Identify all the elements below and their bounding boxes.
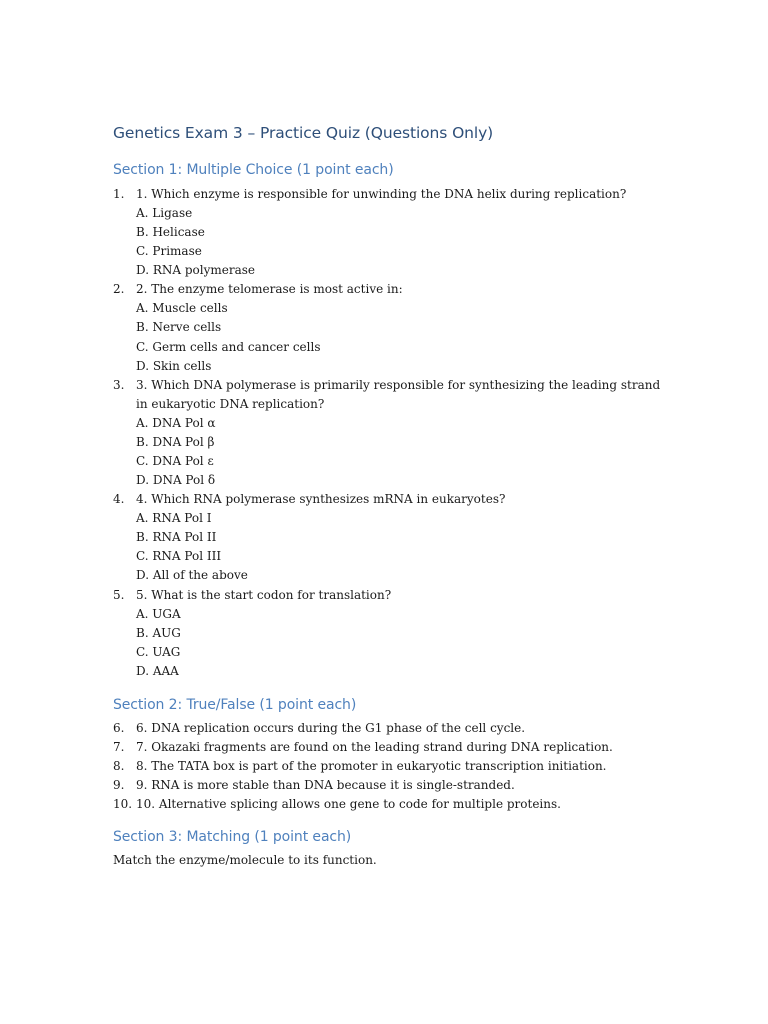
answer-option: B. Nerve cells: [136, 320, 222, 335]
answer-option: A. UGA: [136, 606, 181, 621]
answer-options: [0, 509, 768, 585]
answer-option: A. DNA Pol α: [136, 415, 216, 430]
answer-options: [0, 299, 768, 375]
multiple-choice-list: [0, 185, 768, 681]
answer-option: B. Helicase: [136, 225, 205, 240]
question-text: 8. The TATA box is part of the promoter in eukaryotic transcription initiation.: [136, 759, 607, 773]
answer-option: C. Germ cells and cancer cells: [136, 339, 321, 354]
answer-option: C. RNA Pol III: [136, 549, 222, 564]
question-text: 5. What is the start codon for translation?: [136, 587, 392, 602]
question-text: 4. Which RNA polymerase synthesizes mRNA in eukaryotes?: [136, 492, 506, 507]
section-2-heading: Section 2: True/False (1 point each): [113, 697, 357, 713]
answer-option: A. Muscle cells: [136, 301, 228, 316]
question-text: 1. Which enzyme is responsible for unwinding the DNA helix during replication?: [136, 187, 627, 201]
answer-option: A. RNA Pol I: [136, 511, 212, 526]
question-10: [0, 795, 768, 814]
answer-options: [0, 414, 768, 490]
question-number: 9.: [113, 778, 125, 792]
question-number: 1.: [113, 187, 125, 201]
answer-option: D. RNA polymerase: [136, 263, 255, 278]
answer-option: B. RNA Pol II: [136, 530, 217, 545]
question-number: 4.: [113, 492, 125, 507]
question-2: [0, 280, 768, 375]
answer-option: D. Skin cells: [136, 358, 212, 373]
question-6: [0, 719, 768, 738]
question-text: 9. RNA is more stable than DNA because it is single-stranded.: [136, 778, 515, 792]
answer-option: B. DNA Pol β: [136, 434, 215, 449]
answer-option: D. AAA: [136, 663, 179, 678]
answer-options: [0, 605, 768, 681]
answer-option: A. Ligase: [136, 206, 193, 220]
answer-option: B. AUG: [136, 625, 181, 640]
question-number: 10.: [113, 797, 133, 811]
answer-option: C. DNA Pol ε: [136, 453, 214, 468]
question-text: 2. The enzyme telomerase is most active in:: [136, 282, 403, 297]
question-number: 7.: [113, 740, 125, 754]
true-false-list: [0, 719, 768, 814]
question-text: 3. Which DNA polymerase is primarily responsible for synthesizing the leading strand in eukaryotic DNA replication?: [136, 377, 661, 411]
answer-option: D. All of the above: [136, 568, 248, 583]
answer-option: D. DNA Pol δ: [136, 473, 216, 488]
document-title: Genetics Exam 3 – Practice Quiz (Questions Only): [113, 124, 494, 142]
question-text: 10. Alternative splicing allows one gene to code for multiple proteins.: [136, 797, 561, 811]
question-number: 2.: [113, 282, 125, 297]
answer-option: C. UAG: [136, 644, 181, 659]
answer-option: C. Primase: [136, 244, 202, 259]
matching-instruction: Match the enzyme/molecule to its function.: [113, 853, 377, 867]
question-1: [0, 185, 768, 280]
question-7: [0, 738, 768, 757]
question-4: [0, 490, 768, 585]
section-3-heading: Section 3: Matching (1 point each): [113, 829, 352, 845]
question-8: [0, 757, 768, 776]
question-number: 3.: [113, 377, 125, 392]
question-5: [0, 586, 768, 681]
question-number: 8.: [113, 759, 125, 773]
question-text: 6. DNA replication occurs during the G1 phase of the cell cycle.: [136, 721, 526, 735]
question-text: 7. Okazaki fragments are found on the leading strand during DNA replication.: [136, 740, 613, 754]
question-number: 5.: [113, 587, 125, 602]
question-9: [0, 776, 768, 795]
question-3: [0, 376, 768, 490]
answer-options: [0, 204, 768, 280]
section-1-heading: Section 1: Multiple Choice (1 point each): [113, 162, 394, 178]
question-number: 6.: [113, 721, 125, 735]
